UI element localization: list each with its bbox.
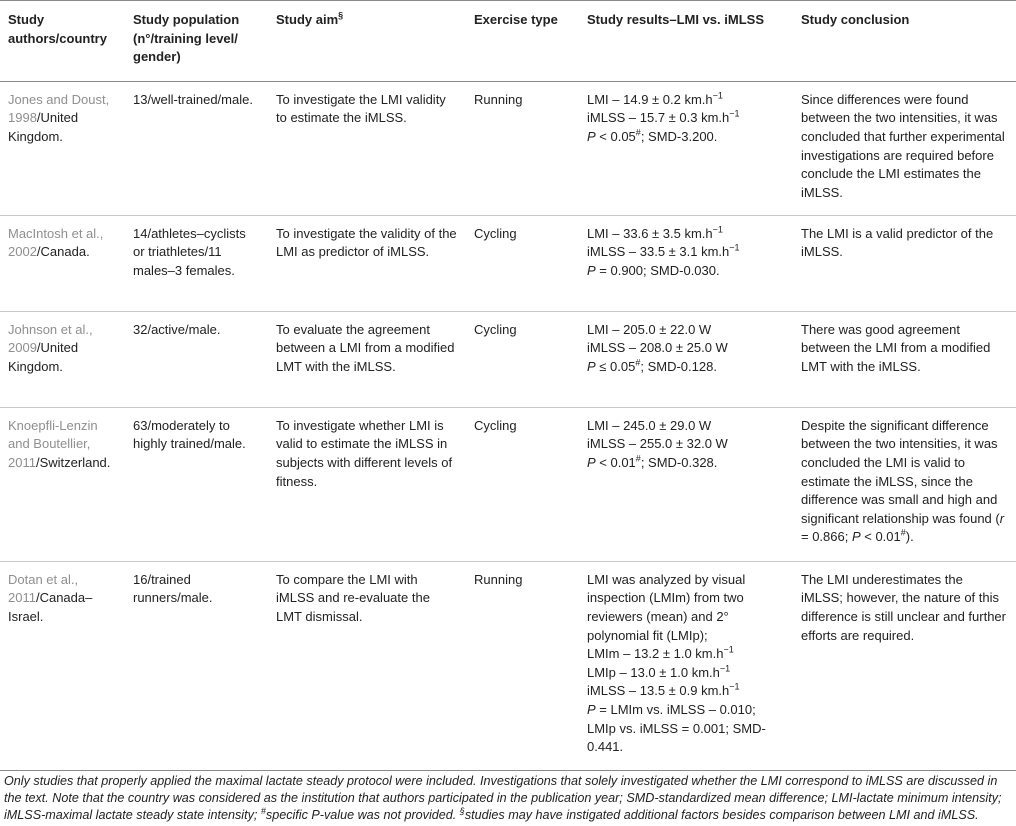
- cell-authors: [0, 311, 125, 407]
- author-country: /United Kingdom.: [8, 340, 79, 374]
- result-intro: LMI was analyzed by visual inspection (LMIm) from two reviewers (mean) and 2° polynomial fit (LMIp);: [587, 571, 746, 643]
- result-line: LMIp – 13.0 ± 1.0 $km.h^{-1}$: [587, 663, 731, 680]
- cell-conclusion: The LMI is a valid predictor of the iMLSS.: [793, 215, 1016, 311]
- table-row: [0, 215, 1016, 311]
- cell-aim: To investigate the LMI validity to estimate the iMLSS.: [268, 81, 466, 215]
- cell-exercise: Cycling: [466, 407, 579, 561]
- result-line: iMLSS – 13.5 ± 0.9 $km.h^{-1}$: [587, 682, 740, 699]
- table-row: [0, 81, 1016, 215]
- cell-aim: To investigate whether LMI is valid to estimate the iMLSS in subjects with different levels of fitness.: [268, 407, 466, 561]
- author-year[interactable]: 2009: [8, 340, 37, 356]
- cell-authors: [0, 81, 125, 215]
- author-country: /Canada.: [36, 244, 90, 260]
- header-conclusion-text: Study conclusion: [801, 12, 910, 27]
- cell-aim: To compare the LMI with iMLSS and re-evaluate the LMT dismissal.: [268, 561, 466, 770]
- result-line: iMLSS – 15.7 ± 0.3 $km.h^{-1}$: [587, 109, 740, 126]
- author-country: /United Kingdom.: [8, 110, 79, 144]
- table-row: [0, 561, 1016, 770]
- author-names[interactable]: Johnson et al.,: [8, 321, 93, 337]
- author-year[interactable]: 2011: [8, 454, 36, 470]
- header-row: [0, 1, 1016, 82]
- cell-results: [579, 311, 793, 407]
- result-pvalues: P = LMIm vs. iMLSS – 0.010; LMIp vs. iMLSS = 0.001; SMD-0.441.: [587, 701, 766, 755]
- cell-aim: To investigate the validity of the LMI as predictor of iMLSS.: [268, 215, 466, 311]
- header-population: [125, 1, 268, 82]
- header-aim: [268, 1, 466, 82]
- cell-exercise: Cycling: [466, 215, 579, 311]
- table-row: [0, 311, 1016, 407]
- cell-authors: [0, 407, 125, 561]
- cell-population: 14/athletes–cyclists or triathletes/11 males–3 females.: [125, 215, 268, 311]
- cell-results: [579, 81, 793, 215]
- header-population-text: Study population (n°/training level/ gender): [133, 12, 240, 65]
- result-line: iMLSS – 255.0 ± 32.0 W: [587, 436, 728, 452]
- cell-population: 63/moderately to highly trained/male.: [125, 407, 268, 561]
- result-line: LMI – 245.0 ± 29.0 W: [587, 417, 712, 433]
- cell-results: [579, 561, 793, 770]
- cell-results: [579, 215, 793, 311]
- cell-conclusion: There was good agreement between the LMI from a modified LMT with the iMLSS.: [793, 311, 1016, 407]
- result-line: LMI – 14.9 ± 0.2 $km.h^{-1}$: [587, 90, 723, 107]
- header-aim-text: Study aim: [276, 12, 339, 27]
- cell-population: 32/active/male.: [125, 311, 268, 407]
- cell-conclusion: Despite the significant difference between the two intensities, it was concluded the LMI is valid to estimate the iMLSS, since the difference was small and high and significant relationship was found (r = 0.866; P < 0.01#).: [793, 407, 1016, 561]
- author-year[interactable]: 2002: [8, 244, 37, 260]
- cell-exercise: Cycling: [466, 311, 579, 407]
- author-names[interactable]: Dotan et al.,: [8, 571, 79, 587]
- author-names[interactable]: Knoepfli-Lenzin and Boutellier,: [8, 417, 98, 452]
- cell-results: [579, 407, 793, 561]
- result-line: LMI – 33.6 ± 3.5 $km.h^{-1}$: [587, 224, 723, 241]
- cell-conclusion: The LMI underestimates the iMLSS; however, the nature of this difference is still unclear and further efforts are required.: [793, 561, 1016, 770]
- table-row: [0, 407, 1016, 561]
- author-names[interactable]: MacIntosh et al.,: [8, 225, 104, 241]
- author-country: /Canada–Israel.: [8, 590, 93, 624]
- author-year[interactable]: 1998: [8, 110, 37, 126]
- result-line: P ≤ 0.05#; SMD-0.128.: [587, 357, 717, 374]
- result-line: LMIm – 13.2 ± 1.0 $km.h^{-1}$: [587, 644, 734, 662]
- table-body: [0, 81, 1016, 770]
- author-names[interactable]: Jones and Doust,: [8, 91, 110, 107]
- cell-authors: [0, 215, 125, 311]
- header-authors: [0, 1, 125, 82]
- header-authors-text: Study authors/country: [8, 12, 107, 46]
- result-line: LMI – 205.0 ± 22.0 W: [587, 321, 712, 337]
- cell-aim: To evaluate the agreement between a LMI from a modified LMT with the iMLSS.: [268, 311, 466, 407]
- table-header: [0, 1, 1016, 82]
- result-line: P < 0.01#; SMD-0.328.: [587, 453, 718, 470]
- result-line: iMLSS – 208.0 ± 25.0 W: [587, 340, 728, 356]
- cell-population: 16/trained runners/male.: [125, 561, 268, 770]
- cell-authors: [0, 561, 125, 770]
- header-results: [579, 1, 793, 82]
- result-line: P < 0.05#; SMD-3.200.: [587, 127, 718, 144]
- cell-exercise: Running: [466, 81, 579, 215]
- author-country: /Switzerland.: [35, 454, 111, 470]
- cell-exercise: Running: [466, 561, 579, 770]
- table-footnote: Only studies that properly applied the maximal lactate steady protocol were included. Investigations that solely investigated whether the LMI correspond to iMLSS are discussed in the text. Note that the country was considered as the institution that authors participated in the publication year; SMD-standardized mean difference; LMI-lactate minimum intensity; iMLSS-maximal lactate steady state intensity; #specific P-value was not provided. §studies may have instigated additional factors besides comparison between LMI and iMLSS.: [4, 774, 1002, 822]
- author-year[interactable]: 2011: [8, 590, 36, 606]
- result-line: iMLSS – 33.5 ± 3.1 $km.h^{-1}$: [587, 243, 740, 260]
- header-results-text: Study results–LMI vs. iMLSS: [587, 12, 764, 27]
- cell-population: 13/well-trained/male.: [125, 81, 268, 215]
- header-exercise-text: Exercise type: [474, 12, 558, 27]
- header-conclusion: [793, 1, 1016, 82]
- cell-conclusion: Since differences were found between the two intensities, it was concluded that further experimental investigations are required before conclude the LMI estimates the iMLSS.: [793, 81, 1016, 215]
- result-line: P = 0.900; SMD-0.030.: [587, 262, 720, 278]
- header-aim-mark: §: [338, 10, 344, 21]
- header-exercise: [466, 1, 579, 82]
